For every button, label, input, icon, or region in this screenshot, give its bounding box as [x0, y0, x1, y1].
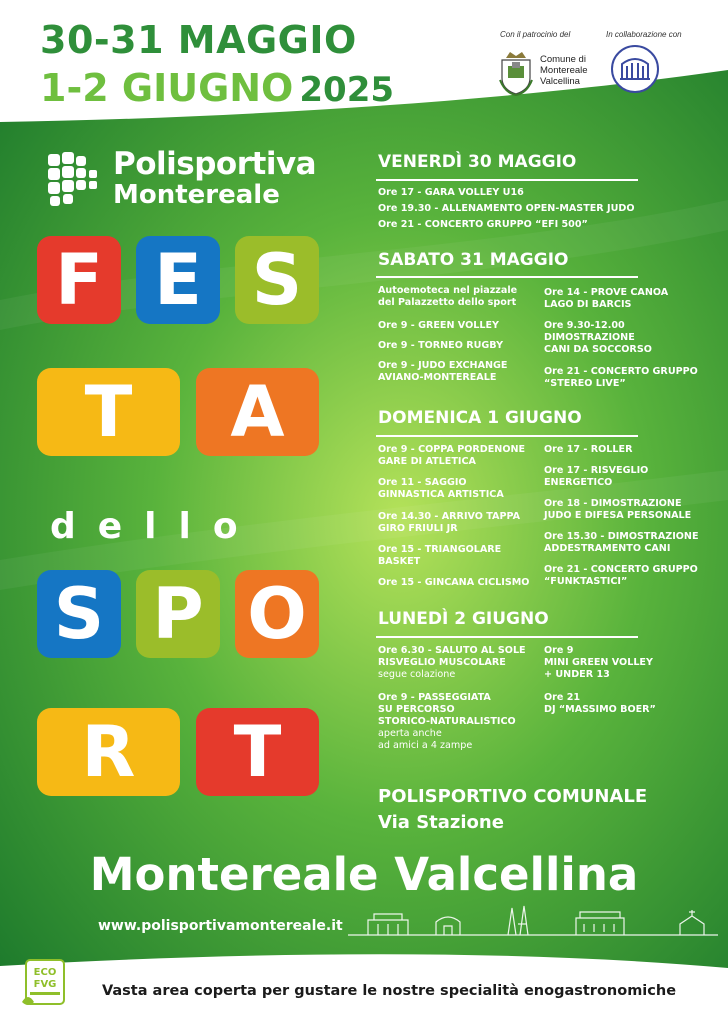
event-line: DIMOSTRAZIONE	[544, 332, 635, 343]
event: Ore 17 - GARA VOLLEY U16	[378, 187, 524, 198]
event-line: “STEREO LIVE”	[544, 378, 626, 389]
comune-name	[540, 54, 588, 87]
event-line: GIRO FRIULI JR	[378, 523, 458, 534]
website-link[interactable]: www.polisportivamontereale.it	[98, 918, 343, 934]
event-line: AVIANO-MONTEREALE	[378, 372, 497, 383]
logo-name-montereale: Montereale	[113, 180, 280, 210]
day-rule	[376, 276, 638, 278]
event	[544, 645, 653, 681]
event	[378, 477, 504, 501]
event-line: Ore 21 - CONCERTO GRUPPO	[544, 366, 698, 377]
event	[378, 544, 501, 568]
event-line: Ore 9 - JUDO EXCHANGE	[378, 360, 508, 371]
tile-t: T	[37, 368, 180, 456]
comune-line3: Valcellina	[540, 76, 580, 87]
event	[544, 366, 698, 390]
event-line: LAGO DI BARCIS	[544, 299, 632, 310]
event-line: Ore 15.30 - DIMOSTRAZIONE	[544, 531, 699, 542]
day-rule	[376, 636, 638, 638]
event-line: STORICO-NATURALISTICO	[378, 716, 516, 727]
day-title-sabato: SABATO 31 MAGGIO	[378, 250, 569, 270]
event-line: Ore 17 - RISVEGLIO	[544, 465, 649, 476]
event	[544, 465, 648, 489]
event-line: ADDESTRAMENTO CANI	[544, 543, 671, 554]
event-line: Ore 9 - COPPA PORDENONE	[378, 444, 526, 455]
comune-crest-logo	[496, 50, 536, 96]
dates-june-text: 1-2 GIUGNO	[40, 66, 294, 110]
event-line: GINNASTICA ARTISTICA	[378, 489, 504, 500]
event-line: + UNDER 13	[544, 669, 610, 680]
event-line: Ore 15 - TRIANGOLARE	[378, 544, 502, 555]
day-title-venerdi: VENERDÌ 30 MAGGIO	[378, 152, 577, 172]
event-line: BASKET	[378, 556, 421, 567]
event	[378, 360, 507, 384]
event-note: aperta anche	[378, 728, 442, 739]
town-skyline-illustration	[348, 904, 718, 938]
event	[378, 285, 517, 309]
event	[544, 531, 699, 555]
event	[544, 692, 656, 716]
patrocinio-label: Con il patrocinio del	[500, 30, 571, 39]
event-line: SU PERCORSO	[378, 704, 455, 715]
tile-r: R	[37, 708, 180, 796]
footer-text: Vasta area coperta per gustare le nostre specialità enogastronomiche	[101, 983, 677, 999]
event-line: Autoemoteca nel piazzale	[378, 285, 518, 296]
tile-s: S	[235, 236, 319, 324]
day-title-lunedi: LUNEDÌ 2 GIUGNO	[378, 609, 549, 629]
dates-june	[40, 66, 394, 110]
venue-address: Via Stazione	[378, 812, 504, 833]
event	[378, 692, 516, 752]
event-line: del Palazzetto dello sport	[378, 297, 517, 308]
tile-t2: T	[196, 708, 319, 796]
event-line: CANI DA SOCCORSO	[544, 344, 652, 355]
event-line: Ore 14 - PROVE CANOA	[544, 287, 669, 298]
logo-name-polisportiva: Polisportiva	[113, 146, 317, 182]
event-line: Ore 18 - DIMOSTRAZIONE	[544, 498, 682, 509]
event: Ore 15 - GINCANA CICLISMO	[378, 577, 530, 588]
tile-s2: S	[37, 570, 121, 658]
event-line: Ore 21 - CONCERTO GRUPPO	[544, 564, 698, 575]
event-line: Ore 9	[544, 645, 574, 656]
event: Ore 19.30 - ALLENAMENTO OPEN-MASTER JUDO	[378, 203, 635, 214]
event-line: Ore 9.30-12.00	[544, 320, 625, 331]
event: Ore 17 - ROLLER	[544, 444, 633, 455]
tile-a: A	[196, 368, 319, 456]
event	[544, 320, 652, 356]
event-line: Ore 14.30 - ARRIVO TAPPA	[378, 511, 521, 522]
event: Ore 9 - GREEN VOLLEY	[378, 320, 499, 331]
tile-p: P	[136, 570, 220, 658]
proloco-logo	[610, 44, 660, 94]
event-line: Ore 6.30 - SALUTO AL SOLE	[378, 645, 526, 656]
event-line: GARE DI ATLETICA	[378, 456, 476, 467]
venue-name: POLISPORTIVO COMUNALE	[378, 786, 648, 807]
event	[544, 564, 698, 588]
polisportiva-logo-icon	[46, 150, 106, 210]
event: Ore 21 - CONCERTO GRUPPO “EFI 500”	[378, 219, 588, 230]
day-rule	[376, 435, 638, 437]
event-line: Ore 11 - SAGGIO	[378, 477, 467, 488]
tile-o: O	[235, 570, 319, 658]
event-line: Ore 9 - PASSEGGIATA	[378, 692, 491, 703]
event-note: ad amici a 4 zampe	[378, 740, 473, 751]
event: Ore 9 - TORNEO RUGBY	[378, 340, 504, 351]
tile-e: E	[136, 236, 220, 324]
event-line: JUDO E DIFESA PERSONALE	[544, 510, 692, 521]
eco-line2: FVG	[33, 979, 57, 990]
event-line: ENERGETICO	[544, 477, 613, 488]
collaborazione-label: In collaborazione con	[606, 30, 682, 39]
event	[378, 645, 526, 681]
event-line: RISVEGLIO MUSCOLARE	[378, 657, 506, 668]
year: 2025	[299, 70, 395, 110]
event	[378, 444, 525, 468]
event-line: “FUNKTASTICI”	[544, 576, 628, 587]
town-name: Montereale Valcellina	[89, 848, 639, 901]
comune-line2: Montereale	[540, 65, 588, 76]
eco-line1: ECO	[33, 967, 57, 978]
day-title-domenica: DOMENICA 1 GIUGNO	[378, 408, 582, 428]
event-line: Ore 21	[544, 692, 581, 703]
event-line: MINI GREEN VOLLEY	[544, 657, 653, 668]
comune-line1: Comune di	[540, 54, 586, 65]
dates-may: 30-31 MAGGIO	[40, 18, 357, 62]
day-rule	[376, 179, 638, 181]
dello-text: dello	[50, 506, 260, 547]
event	[544, 498, 691, 522]
event-line: DJ “MASSIMO BOER”	[544, 704, 656, 715]
event-note: segue colazione	[378, 669, 456, 680]
event	[544, 287, 668, 311]
tile-f: F	[37, 236, 121, 324]
event	[378, 511, 520, 535]
